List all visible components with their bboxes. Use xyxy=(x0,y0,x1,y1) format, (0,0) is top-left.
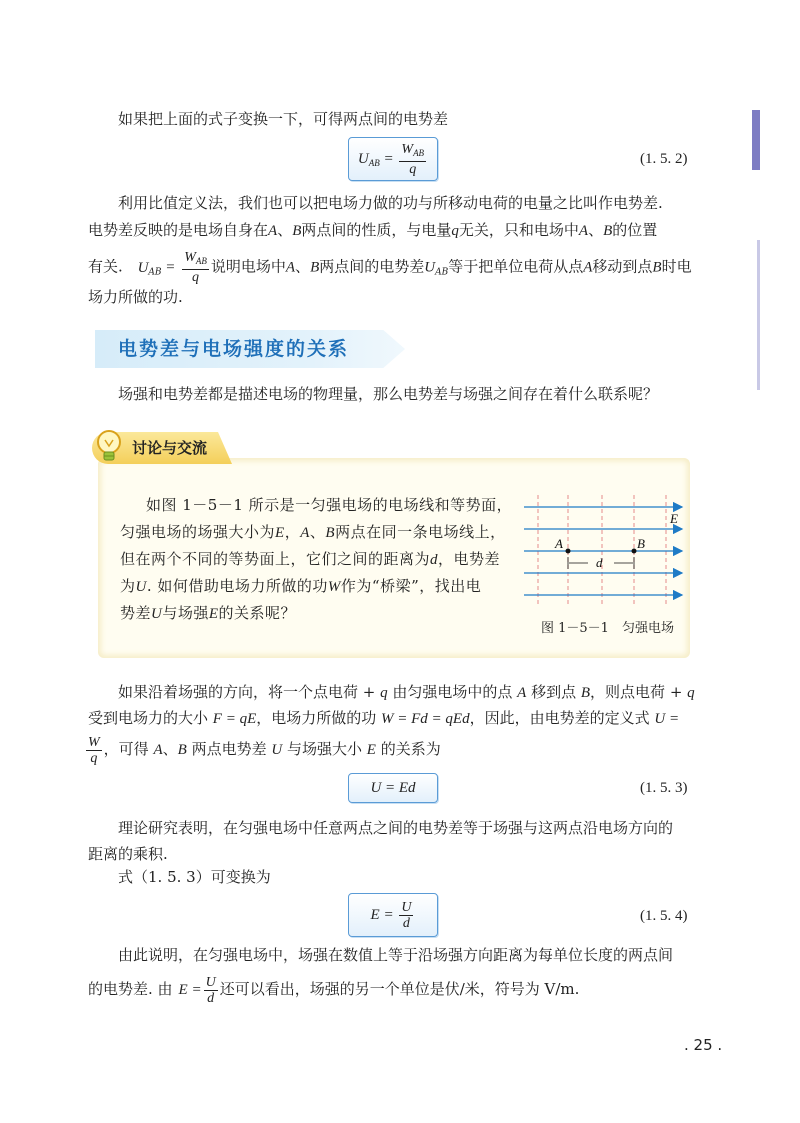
equation-box-1-5-4: E = $\frac{U}{d}$ xyxy=(348,893,438,937)
label-d: d xyxy=(596,555,603,570)
label-a: A xyxy=(555,536,563,551)
discussion-line-1: 如图 1－5－1 所示是一匀强电场的电场线和等势面， xyxy=(146,496,513,514)
side-tab-marker xyxy=(757,240,760,390)
discussion-line-2: 匀强电场的场强大小为E，A、B两点在同一条电场线上， xyxy=(120,523,506,541)
paragraph-2-line-4: 场力所做的功. xyxy=(88,288,183,306)
paragraph-2-line-1: 利用比值定义法，我们也可以把电场力做的功与所移动电荷的电量之比叫作电势差. xyxy=(118,194,663,212)
paragraph-3: 场强和电势差都是描述电场的物理量，那么电势差与场强之间存在着什么联系呢？ xyxy=(118,385,659,403)
uniform-field-figure xyxy=(522,495,688,610)
eq-lhs: $U_{AB}$ xyxy=(357,150,380,168)
discussion-line-4: 为U. 如何借助电场力所做的功W作为“桥梁”，找出电 xyxy=(120,577,482,595)
equation-number-1-5-3: (1. 5. 3) xyxy=(640,780,688,796)
paragraph-2-line-3: 有关. $U_{AB}$ = $\frac{W_{AB}}{q}$ 说明电场中A、B两点间的电势差$U_{AB}$等于把单位电荷从点A移动到点B时电 xyxy=(88,250,692,285)
eq-fraction: $\frac{W_{AB}}{q}$ xyxy=(401,141,425,177)
equation-number-1-5-2: (1. 5. 2) xyxy=(640,151,688,167)
paragraph-4-line-3: $\frac{W}{q}$ ，可得 A、B 两点电势差 U 与场强大小 E 的关系为 xyxy=(88,734,441,766)
paragraph-4-line-1: 如果沿着场强的方向，将一个点电荷 + q 由匀强电场中的点 A 移到点 B，则点电荷 + q xyxy=(118,683,695,701)
equation-box-1-5-2 xyxy=(348,137,438,181)
paragraph-5-line-2: 距离的乘积. xyxy=(88,845,168,863)
paragraph-7-line-2: 的电势差. 由 E = $\frac{U}{d}$ 还可以看出，场强的另一个单位是伏/米，符号为 V/m. xyxy=(88,974,580,1006)
field-lines xyxy=(524,507,682,595)
point-a xyxy=(566,549,571,554)
lightbulb-icon xyxy=(94,428,124,468)
figure-caption: 图 1－5－1 匀强电场 xyxy=(541,621,674,636)
paragraph-4-line-2: 受到电场力的大小 F = qE，电场力所做的功 W = Fd = qEd，因此，由电势差的定义式 U = xyxy=(88,709,680,727)
discussion-line-3: 但在两个不同的等势面上，它们之间的距离为d，电势差 xyxy=(120,550,501,568)
discussion-line-5: 势差U与场强E的关系呢？ xyxy=(120,604,297,622)
paragraph-6: 式（1. 5. 3）可变换为 xyxy=(118,868,271,886)
section-title: 电势差与电场强度的关系 xyxy=(118,338,350,360)
label-b: B xyxy=(637,536,645,551)
paragraph-7-line-1: 由此说明，在匀强电场中，场强在数值上等于沿场强方向距离为每单位长度的两点间 xyxy=(118,946,674,964)
paragraph-1: 如果把上面的式子变换一下，可得两点间的电势差 xyxy=(118,110,449,128)
eq-equals: = xyxy=(379,150,398,167)
discussion-title: 讨论与交流 xyxy=(132,439,208,457)
equation-box-1-5-3: U = Ed xyxy=(348,773,438,803)
side-bar xyxy=(752,110,760,170)
paragraph-2-line-2: 电势差反映的是电场自身在A、B两点间的性质，与电量q无关，只和电场中A、B的位置 xyxy=(88,221,658,239)
point-b xyxy=(632,549,637,554)
label-e: E xyxy=(670,511,678,526)
page-number: . 25 . xyxy=(684,1036,723,1054)
paragraph-5-line-1: 理论研究表明，在匀强电场中任意两点之间的电势差等于场强与这两点沿电场方向的 xyxy=(118,819,674,837)
equation-number-1-5-4: (1. 5. 4) xyxy=(640,908,688,924)
